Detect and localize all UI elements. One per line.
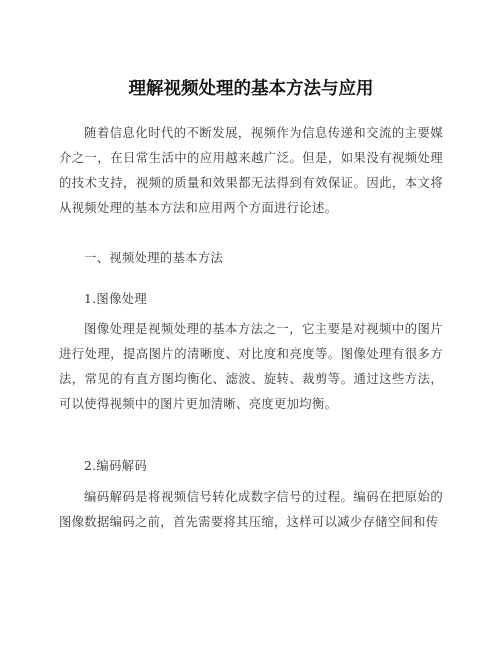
image-processing-paragraph: 图像处理是视频处理的基本方法之一，它主要是对视频中的图片进行处理，提高图片的清晰度、对比度和亮度等。图像处理有很多方法，常见的有直方图均衡化、滤波、旋转、裁剪等。通过这些方法，可以使得视频中的图片更加清晰、亮度更加均衡。 <box>59 322 443 411</box>
subsection-heading-codec: 2.编码解码 <box>84 459 148 473</box>
document-title: 理解视频处理的基本方法与应用 <box>128 79 374 99</box>
section-heading-methods: 一、视频处理的基本方法 <box>84 251 224 265</box>
intro-paragraph: 随着信息化时代的不断发展，视频作为信息传递和交流的主要媒介之一，在日常生活中的应用越来越广泛。但是，如果没有视频处理的技术支持，视频的质量和效果都无法得到有效保证。因此，本文将从视频处理的基本方法和应用两个方面进行论述。 <box>59 126 443 215</box>
codec-paragraph: 编码解码是将视频信号转化成数字信号的过程。编码在把原始的图像数据编码之前，首先需要将其压缩，这样可以减少存储空间和传 <box>59 490 443 529</box>
subsection-heading-image-processing: 1.图像处理 <box>84 292 148 306</box>
